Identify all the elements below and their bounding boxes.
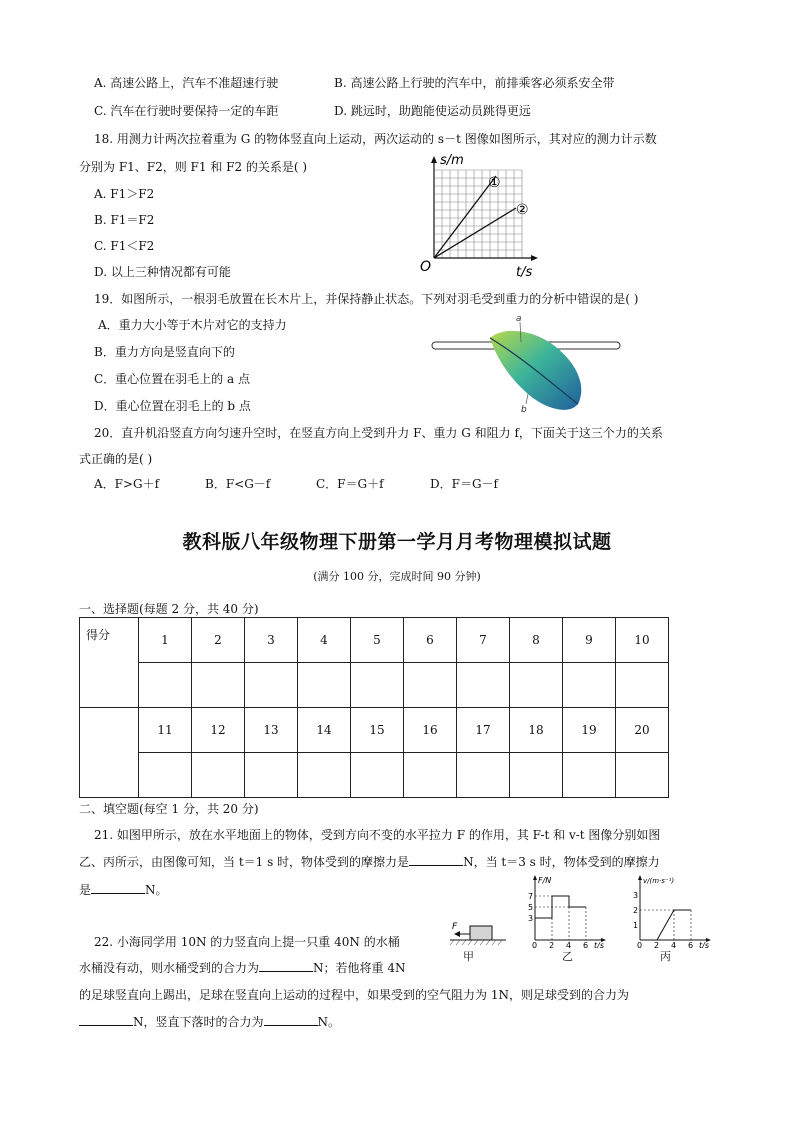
fig-bing-vt-graph xyxy=(620,872,716,948)
q21-blank-2[interactable] xyxy=(91,881,145,894)
q20-option-d: D．F＝G－f xyxy=(430,477,498,491)
q22-stem-line3: 的足球竖直向上踢出，足球在竖直向上运动的过程中，如果受到的空气阻力为 1N，则足球受到的合力为 xyxy=(79,988,629,1002)
q20-option-b: B．F<G－f xyxy=(205,477,271,491)
answer-cell[interactable] xyxy=(245,663,298,708)
feather-on-stick-figure xyxy=(428,312,624,418)
q19-option-c: C．重心位置在羽毛上的 a 点 xyxy=(94,372,250,386)
yi-xtick: 6 xyxy=(583,941,589,948)
answer-cell[interactable] xyxy=(351,663,404,708)
question-number: 13 xyxy=(245,708,298,753)
answer-cell[interactable] xyxy=(351,753,404,798)
question-number: 8 xyxy=(510,618,563,663)
bing-xlabel: t/s xyxy=(699,941,709,948)
q22-line2-text-b: N；若他将重 4N xyxy=(313,961,406,975)
answer-cell[interactable] xyxy=(457,663,510,708)
fig-yi-ft-graph xyxy=(515,872,611,948)
point-a-label: a xyxy=(516,314,522,324)
question-number: 16 xyxy=(404,708,457,753)
q22-stem-line1: 22. 小海同学用 10N 的力竖直向上提一只重 40N 的水桶 xyxy=(94,935,400,949)
question-number: 3 xyxy=(245,618,298,663)
answer-cell[interactable] xyxy=(404,663,457,708)
fig-jia-block xyxy=(448,918,510,962)
question-number: 12 xyxy=(192,708,245,753)
line-2 xyxy=(434,208,516,258)
q18-st-graph xyxy=(412,148,552,280)
q21-line2-text-b: N，当 t＝3 s 时，物体受到的摩擦力 xyxy=(463,855,660,869)
yi-ytick: 7 xyxy=(528,892,534,901)
question-number: 1 xyxy=(139,618,192,663)
bing-ylabel: v/(m·s⁻¹) xyxy=(643,877,675,885)
question-number: 19 xyxy=(563,708,616,753)
q19-stem: 19．如图所示，一根羽毛放置在长木片上，并保持静止状态。下列对羽毛受到重力的分析中错误的是( ) xyxy=(94,292,639,306)
q20-stem-line1: 20．直升机沿竖直方向匀速升空时，在竖直方向上受到升力 F、重力 G 和阻力 f，下面关于这三个力的关系 xyxy=(94,426,663,440)
section1-heading: 一、选择题(每题 2 分，共 40 分) xyxy=(79,602,259,616)
question-number: 7 xyxy=(457,618,510,663)
question-number: 15 xyxy=(351,708,404,753)
answer-cell[interactable] xyxy=(404,753,457,798)
q18-option-b: B. F1＝F2 xyxy=(94,213,155,227)
q21-stem-line2 xyxy=(79,853,660,870)
q20-option-c: C．F＝G＋f xyxy=(316,477,384,491)
q22-stem-line4 xyxy=(79,1013,340,1030)
q18-stem-line1: 18. 用测力计两次拉着重为 G 的物体竖直向上运动，两次运动的 s－t 图像如图所示，其对应的测力计示数 xyxy=(94,132,657,146)
question-number: 4 xyxy=(298,618,351,663)
bing-ytick: 3 xyxy=(633,891,639,900)
question-number: 11 xyxy=(139,708,192,753)
q22-line4-text-b: N。 xyxy=(317,1015,341,1029)
answer-cell[interactable] xyxy=(616,753,669,798)
question-number: 9 xyxy=(563,618,616,663)
score-label: 得分 xyxy=(80,618,139,708)
bing-xtick: 0 xyxy=(637,941,643,948)
q21-stem-line3 xyxy=(79,881,168,898)
q18-option-c: C. F1＜F2 xyxy=(94,239,155,253)
answer-cell[interactable] xyxy=(510,753,563,798)
q20-stem-line2: 式正确的是( ) xyxy=(79,452,153,466)
line-2-label: ② xyxy=(516,202,529,218)
question-number: 17 xyxy=(457,708,510,753)
q22-blank-1[interactable] xyxy=(259,959,313,972)
answer-cell[interactable] xyxy=(192,753,245,798)
bing-xtick: 6 xyxy=(688,941,694,948)
q22-line4-text-a: N，竖直下落时的合力为 xyxy=(133,1015,264,1029)
exam-subtitle: (满分 100 分，完成时间 90 分钟) xyxy=(313,570,481,583)
q19-option-a: A．重力大小等于木片对它的支持力 xyxy=(98,318,287,332)
point-b-label: b xyxy=(521,405,527,415)
yi-ytick: 3 xyxy=(528,914,534,923)
question-number: 14 xyxy=(298,708,351,753)
answer-cell[interactable] xyxy=(298,753,351,798)
q18-option-a: A. F1＞F2 xyxy=(94,187,155,201)
yi-xlabel: t/s xyxy=(594,941,604,948)
q18-option-d: D. 以上三种情况都有可能 xyxy=(94,265,231,279)
answer-cell[interactable] xyxy=(457,753,510,798)
q21-line3-text-a: 是 xyxy=(79,883,92,897)
yi-xtick: 0 xyxy=(532,941,538,948)
bing-ytick: 2 xyxy=(633,906,639,915)
q21-blank-1[interactable] xyxy=(409,853,463,866)
q18-stem-line2: 分别为 F1、F2，则 F1 和 F2 的关系是( ) xyxy=(79,160,308,174)
fig-yi-caption: 乙 xyxy=(562,950,573,963)
force-label: F xyxy=(452,922,458,932)
score-label-empty xyxy=(80,708,139,798)
q17-option-a: A. 高速公路上，汽车不准超速行驶 xyxy=(94,76,279,90)
q22-line2-text-a: 水桶没有动，则水桶受到的合力为 xyxy=(79,961,260,975)
origin-label: O xyxy=(420,259,432,275)
q21-line3-text-b: N。 xyxy=(145,883,168,897)
score-table xyxy=(79,617,669,798)
exam-title: 教科版八年级物理下册第一学月月考物理模拟试题 xyxy=(182,531,612,553)
q19-option-d: D．重心位置在羽毛上的 b 点 xyxy=(94,399,251,413)
q17-option-d: D. 跳远时，助跑能使运动员跳得更远 xyxy=(334,104,531,118)
answer-cell[interactable] xyxy=(298,663,351,708)
q21-line2-text-a: 乙、丙所示，由图像可知，当 t＝1 s 时，物体受到的摩擦力是 xyxy=(79,855,410,869)
answer-cell[interactable] xyxy=(192,663,245,708)
q22-blank-3[interactable] xyxy=(264,1013,318,1026)
question-number: 18 xyxy=(510,708,563,753)
answer-cell[interactable] xyxy=(616,663,669,708)
bing-xtick: 2 xyxy=(654,941,660,948)
fig-jia-caption: 甲 xyxy=(463,950,474,963)
question-number: 20 xyxy=(616,708,669,753)
s-axis-label: s/m xyxy=(440,153,464,168)
bing-xtick: 4 xyxy=(671,941,677,948)
q17-option-c: C. 汽车在行驶时要保持一定的车距 xyxy=(94,104,279,118)
line-1 xyxy=(434,176,496,258)
answer-cell[interactable] xyxy=(245,753,298,798)
answer-cell[interactable] xyxy=(139,753,192,798)
yi-ylabel: F/N xyxy=(538,876,552,885)
q21-stem-line1: 21. 如图甲所示，放在水平地面上的物体，受到方向不变的水平拉力 F 的作用，其 F-t 和 v-t 图像分别如图 xyxy=(94,828,661,842)
answer-cell[interactable] xyxy=(563,753,616,798)
yi-xtick: 4 xyxy=(566,941,572,948)
q17-option-b: B. 高速公路上行驶的汽车中，前排乘客必须系安全带 xyxy=(334,76,615,90)
answer-cell[interactable] xyxy=(139,663,192,708)
section2-heading: 二、填空题(每空 1 分，共 20 分) xyxy=(79,802,259,816)
block xyxy=(470,926,492,940)
q22-stem-line2 xyxy=(79,959,405,976)
fig-bing-caption: 丙 xyxy=(660,950,671,963)
yi-ytick: 5 xyxy=(528,903,534,912)
question-number: 10 xyxy=(616,618,669,663)
line-1-label: ① xyxy=(488,175,501,191)
yi-xtick: 2 xyxy=(549,941,555,948)
bing-ytick: 1 xyxy=(633,921,639,930)
q20-option-a: A．F>G＋f xyxy=(94,477,160,491)
answer-cell[interactable] xyxy=(510,663,563,708)
question-number: 5 xyxy=(351,618,404,663)
q19-option-b: B．重力方向是竖直向下的 xyxy=(94,345,235,359)
t-axis-label: t/s xyxy=(516,265,533,280)
question-number: 2 xyxy=(192,618,245,663)
question-number: 6 xyxy=(404,618,457,663)
q22-blank-2[interactable] xyxy=(79,1013,133,1026)
answer-cell[interactable] xyxy=(563,663,616,708)
